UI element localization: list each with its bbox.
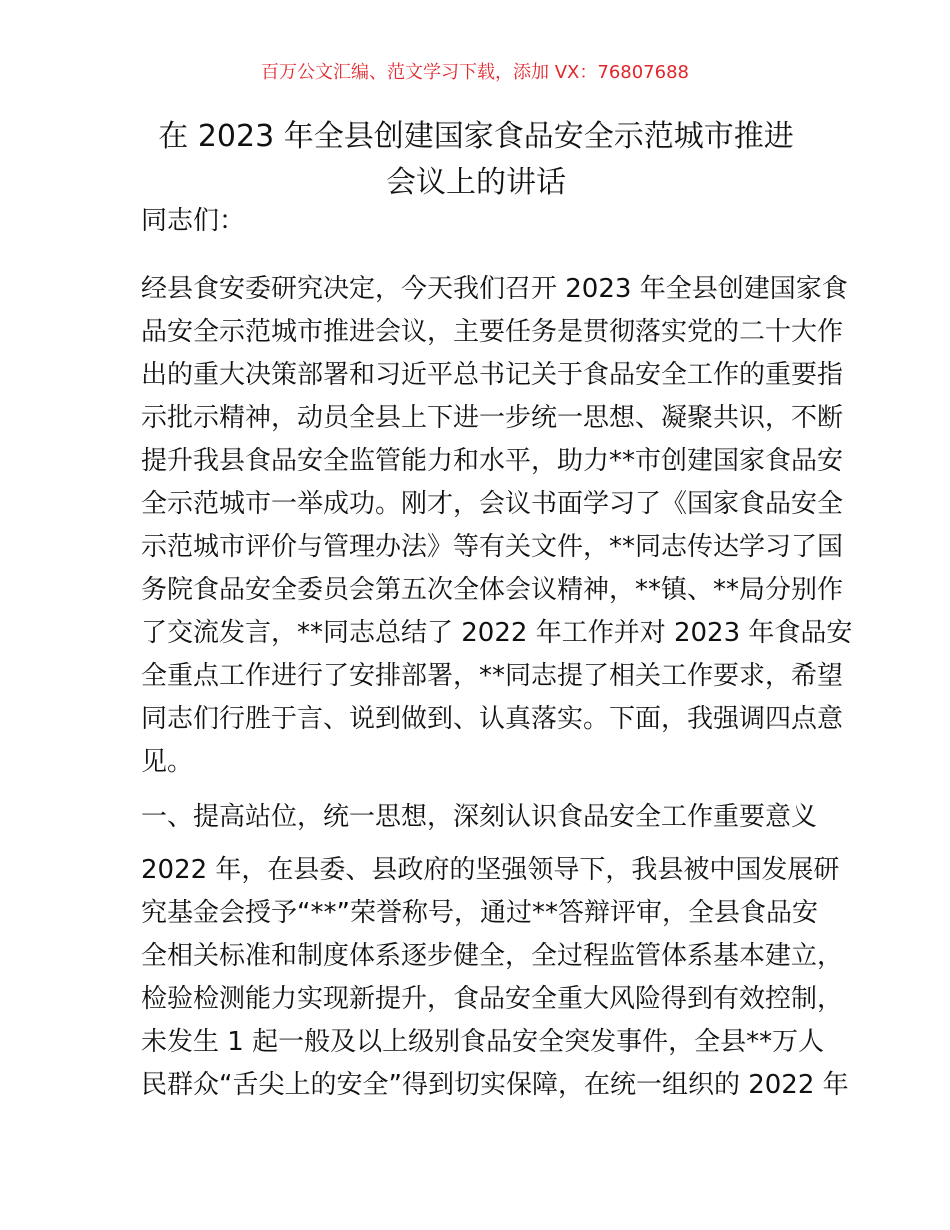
text-line: 全示范城市一举成功。刚才，会议书面学习了《国家食品安全 — [141, 489, 844, 519]
paragraph-1 — [141, 268, 853, 784]
text-line: 务院食品安全委员会第五次全体会议精神，**镇、**局分别作 — [141, 575, 844, 605]
text-line: 民群众“舌尖上的安全”得到切实保障，在统一组织的 2022 年 — [141, 1070, 849, 1100]
paragraph-2 — [141, 849, 849, 1107]
watermark-header: 百万公文汇编、范文学习下载，添加 VX：76807688 — [261, 62, 689, 83]
text-line: 见。 — [141, 747, 194, 777]
text-line: 2022 年，在县委、县政府的坚强领导下，我县被中国发展研 — [141, 855, 840, 885]
title-line-1: 在 2023 年全县创建国家食品安全示范城市推进 — [158, 119, 794, 154]
greeting-text: 同志们： — [141, 206, 246, 236]
text-line: 示批示精神，动员全县上下进一步统一思想、凝聚共识，不断 — [141, 403, 844, 433]
text-line: 示范城市评价与管理办法》等有关文件，**同志传达学习了国 — [141, 532, 844, 562]
document-title — [140, 114, 812, 206]
text-line: 检验检测能力实现新提升，食品安全重大风险得到有效控制， — [141, 984, 844, 1014]
text-line: 品安全示范城市推进会议，主要任务是贯彻落实党的二十大作 — [141, 317, 844, 347]
text-line: 未发生 1 起一般及以上级别食品安全突发事件，全县**万人 — [141, 1027, 825, 1057]
text-line: 了交流发言，**同志总结了 2022 年工作并对 2023 年食品安 — [141, 618, 853, 648]
text-line: 全重点工作进行了安排部署，**同志提了相关工作要求，希望 — [141, 661, 844, 691]
title-line-2: 会议上的讲话 — [386, 165, 566, 200]
text-line: 出的重大决策部署和习近平总书记关于食品安全工作的重要指 — [141, 360, 844, 390]
text-line: 提升我县食品安全监管能力和水平，助力**市创建国家食品安 — [141, 446, 844, 476]
text-line: 全相关标准和制度体系逐步健全，全过程监管体系基本建立， — [141, 941, 844, 971]
text-line: 同志们行胜于言、说到做到、认真落实。下面，我强调四点意 — [141, 704, 844, 734]
section-heading-text: 一、提高站位，统一思想，深刻认识食品安全工作重要意义 — [141, 802, 818, 832]
greeting — [141, 200, 811, 243]
text-line: 究基金会授予“**”荣誉称号，通过**答辩评审，全县食品安 — [141, 898, 818, 928]
section-heading-1 — [141, 796, 818, 839]
text-line: 经县食安委研究决定，今天我们召开 2023 年全县创建国家食 — [141, 274, 848, 304]
